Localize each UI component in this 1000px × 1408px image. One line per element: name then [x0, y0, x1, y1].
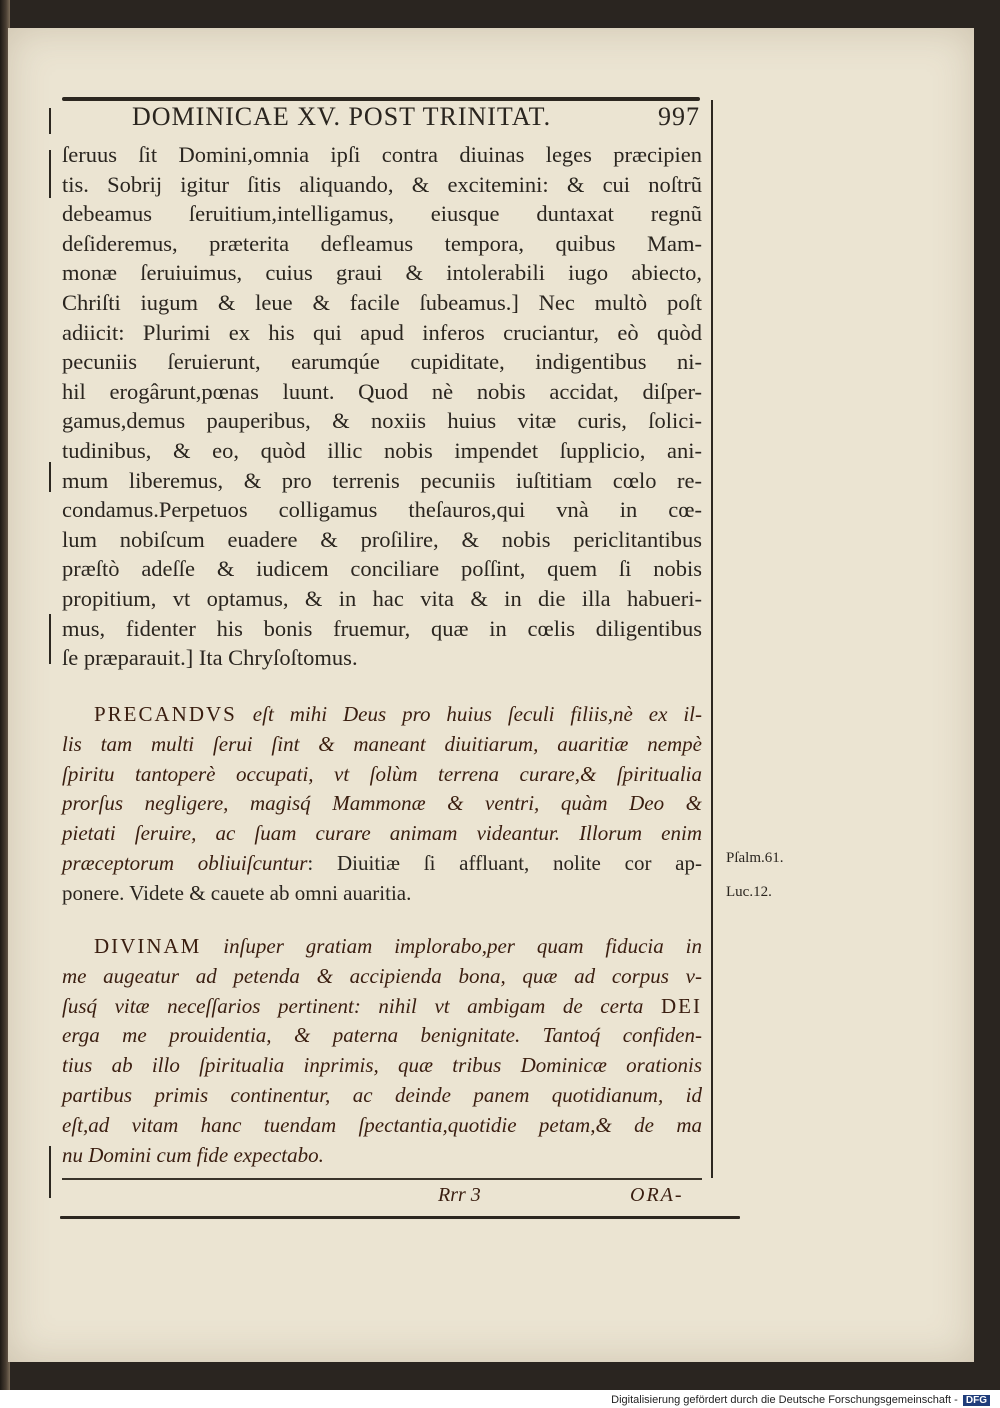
left-margin-mark [49, 462, 51, 492]
left-margin-mark [49, 614, 51, 664]
text-line: hil erogârunt,pœnas luunt. Quod nè nobis accidat, diſper- [62, 378, 702, 404]
text-line: adiicit: Plurimi ex his qui apud inferos cruciantur, eò quòd [62, 319, 702, 345]
text-run: DEI [661, 993, 702, 1018]
text-line: mus, fidenter his bonis fruemur, quæ in cœlis diligentibus [62, 615, 702, 641]
text-run: : Diuitiæ ſi affluant, nolite cor ap- [307, 850, 702, 875]
text-run: præceptorum obliuiſcuntur [62, 850, 308, 875]
text-line: condamus.Perpetuos colligamus theſauros,qui vnà in cœ- [62, 497, 702, 523]
text-line: erga me prouidentia, & paterna benignitate. Tantoq́ confiden- [62, 1023, 702, 1048]
funding-credit [611, 1394, 990, 1406]
text-run: eſt mihi Deus pro huius ſeculi filiis,nè ex il- [236, 702, 702, 726]
left-margin-mark [49, 108, 51, 134]
text-line: deſideremus, præterita defleamus tempora, quibus Mam- [62, 230, 702, 256]
text-line [62, 992, 702, 1022]
footer-rule [62, 1178, 702, 1180]
text-line: lis tam multi ſerui ſint & maneant diuitiarum, auaritiæ nempè [62, 731, 702, 756]
paragraph-lead: DIVINAM [94, 934, 202, 958]
text-line: ſe præparauit.] Ita Chryſoſtomus. [62, 645, 358, 671]
left-margin-mark [49, 150, 51, 198]
running-header [60, 102, 704, 132]
body-paragraph-2 [62, 700, 702, 909]
credit-text: Digitalisierung gefördert durch die Deutsche Forschungsgemeinschaft - [611, 1394, 958, 1406]
body-paragraph-1 [62, 140, 702, 673]
text-line: gamus,demus pauperibus, & noxiis huius vitæ curis, ſolici- [62, 408, 702, 434]
text-line: ſpiritu tantoperè occupati, vt ſolùm terrena curare,& ſpiritualia [62, 761, 702, 786]
body-paragraph-3 [62, 932, 702, 1170]
text-run: ſusq́ vitæ neceſſarios pertinent: nihil vt ambigam de certa [62, 993, 661, 1018]
text-line [62, 849, 702, 879]
text-line: debeamus ſeruitium,intelligamus, eiusque duntaxat regnũ [62, 201, 702, 227]
text-line: tis. Sobrij igitur ſitis aliquando, & excitemini: & cui noſtrũ [62, 171, 702, 197]
text-line: prorſus negligere, magisq́ Mammonæ & ventri, quàm Deo & [62, 791, 702, 816]
margin-rule [711, 100, 713, 1178]
dfg-logo: DFG [963, 1395, 990, 1406]
text-line: pecuniis ſeruierunt, earumqúe cupiditate, indigentibus ni- [62, 349, 702, 375]
text-line: me augeatur ad petenda & accipienda bona, quæ ad corpus v- [62, 963, 702, 988]
text-line: præſtò adeſſe & iudicem conciliare poſſint, quem ſi nobis [62, 556, 702, 582]
page-title: DOMINICAE XV. POST TRINITAT. [132, 102, 552, 131]
signature-mark: Rrr 3 [438, 1184, 481, 1206]
text-line: tudinibus, & eo, quòd illic nobis impendet ſupplicio, ani- [62, 437, 702, 463]
bottom-rule [60, 1216, 740, 1219]
paragraph-lead: PRECANDVS [94, 702, 237, 726]
text-line: tius ab illo ſpiritualia inprimis, quæ tribus Dominicæ orationis [62, 1053, 702, 1078]
text-line: nu Domini cum fide expectabo. [62, 1142, 324, 1167]
text-line: ponere. Videte & cauete ab omni auaritia. [62, 880, 412, 905]
page-footer [60, 1184, 720, 1212]
text-line: eſt,ad vitam hanc tuendam ſpectantia,quotidie petam,& de ma [62, 1112, 702, 1137]
left-margin-mark [49, 1146, 51, 1198]
text-line: lum nobiſcum euadere & proſilire, & nobis periclitantibus [62, 526, 702, 552]
page-number: 997 [658, 102, 700, 131]
text-line: ſeruus ſit Domini,omnia ipſi contra diuinas leges præcipien [62, 142, 702, 167]
text-line: pietati ſeruire, ac ſuam curare animam videantur. Illorum enim [62, 821, 702, 846]
text-line: propitium, vt optamus, & in hac vita & in die illa habueri- [62, 585, 702, 611]
text-line: monæ ſeruiuimus, cuius graui & intolerabili iugo abiecto, [62, 260, 702, 286]
text-line: partibus primis continentur, ac deinde panem quotidianum, id [62, 1082, 702, 1107]
catchword: ORA- [630, 1184, 684, 1206]
text-run: inſuper gratiam implorabo,per quam fiducia in [201, 934, 702, 958]
text-line [62, 700, 702, 730]
header-rule [62, 97, 700, 101]
margin-note-psalm: Pſalm.61. [726, 850, 784, 866]
text-line [62, 932, 702, 962]
margin-note-luke: Luc.12. [726, 884, 772, 900]
text-line: Chriſti iugum & leue & facile ſubeamus.] Nec multò poſt [62, 289, 702, 315]
text-line: mum liberemus, & pro terrenis pecuniis iuſtitiam cœlo re- [62, 467, 702, 493]
